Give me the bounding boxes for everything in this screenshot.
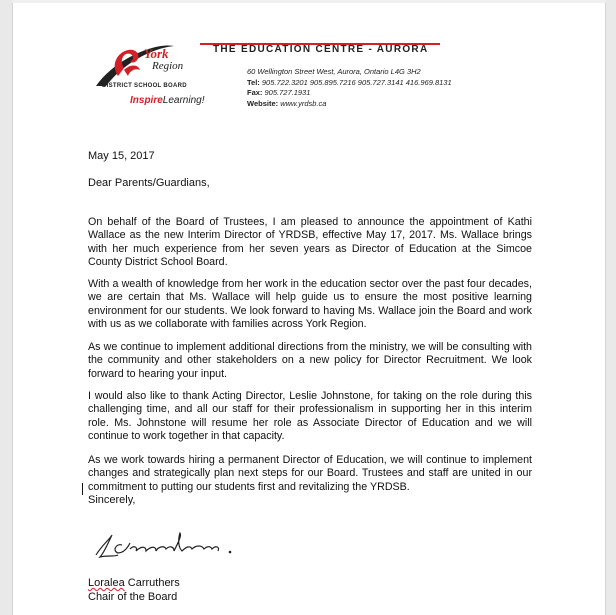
website-line: Website: www.yrdsb.ca	[247, 98, 327, 108]
logo-region-text: Region	[152, 60, 184, 72]
logo-tagline: InspireLearning!	[130, 95, 205, 106]
letterhead-title: THE EDUCATION CENTRE - AURORA	[213, 44, 429, 55]
letter-paragraph: On behalf of the Board of Trustees, I am pleased to announce the appointment of Kathi Wallace as the new Interim Director of YRDSB, effective May 17, 2017. Ms. Wallace brings with her much experience from her seven years as Director of Education at the Simcoe County District School Board.	[88, 215, 532, 269]
window-frame-top	[12, 0, 606, 3]
letter-paragraph: With a wealth of knowledge from her work in the education sector over the past four decades, we are certain that Ms. Wallace will help guide us to ensure the most positive learning environment for our students. We look forward to having Ms. Wallace join the Board and work with us as we collaborate with families across York Region.	[88, 277, 532, 331]
letter-paragraph: As we work towards hiring a permanent Director of Education, we will continue to implement changes and strategically plan next steps for our Board. Trustees and staff are united in our commitment to putting our students first and revitalizing the YRDSB.	[88, 453, 532, 493]
window-frame-right	[605, 0, 616, 615]
letter-closing: Sincerely,	[88, 494, 136, 506]
tel-line: Tel: 905.722.3201 905.895.7216 905.727.3141 416.969.8131	[247, 77, 452, 87]
letter-paragraph: As we continue to implement additional directions from the ministry, we will be consulting with the community and other stakeholders on a new policy for Director Recruitment. We look forward to hearing your input.	[88, 340, 532, 380]
fax-line: Fax: 905.727.1931	[247, 88, 311, 97]
logo-york-text: York	[144, 46, 169, 61]
address-line: 60 Wellington Street West, Aurora, Ontario L4G 3H2	[247, 67, 421, 76]
letter-paragraph: I would also like to thank Acting Director, Leslie Johnstone, for taking on the role during this challenging time, and all our staff for their professionalism in supporting her in this interim role. Ms. Johnstone will resume her role as Associate Director of Education and we will continue to work together in that capacity.	[88, 389, 532, 443]
window-frame-left	[0, 0, 13, 615]
signer-block	[88, 576, 180, 604]
letter-date: May 15, 2017	[88, 150, 155, 162]
handwritten-signature	[88, 525, 268, 565]
logo-board-text: DISTRICT SCHOOL BOARD	[102, 83, 187, 89]
signer-title: Chair of the Board	[88, 591, 178, 603]
letterhead-address-block	[247, 67, 452, 109]
signer-name: Loralea Carruthers	[88, 577, 180, 589]
text-cursor	[82, 483, 83, 495]
letter-salutation: Dear Parents/Guardians,	[88, 177, 210, 189]
